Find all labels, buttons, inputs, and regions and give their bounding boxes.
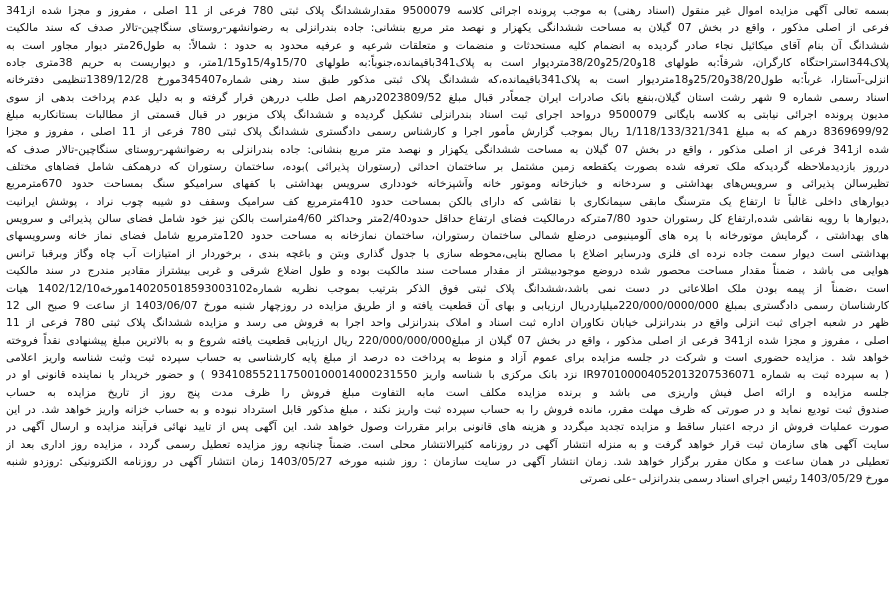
notice-line: دیوارهای داخلی غالباً تا ارتفاع یک مترسنگ مابقی سیمانکاری با نقاشی که دارای بالکن بمساحت حدود 410مترمربع کف سرامیک وسقف دو شیبه چوب نراد ، پوشش ایرانیت bbox=[6, 194, 889, 208]
notice-line: تظیرسالن پذیرائی و سرویس‌های بهداشتی و سردخانه و خبازخانه وموتور خانه وآشپزخانه خودداری سرویس بهداشتی با کفهای سرامیکو سنگ بمساحت حدود 670مترمربع bbox=[6, 177, 889, 191]
notice-line: صندوق ثبت تودیع نماید و در صورتی که ظرف مهلت مقرر، مانده فروش را به حساب سپرده ثبت واریز نکند ، مبلغ مذکور قابل استرداد نبوده و به حساب خزانه واریز خواهد شد. در این bbox=[6, 402, 889, 416]
notice-line: 8369699/92 درهم که به مبلغ 1/118/133/321/341 ریال بموجب گزارش مأمور اجرا و کارشناس رسمی دادگستری ششدانگ پلاک ثبتی 780 فرعی از 11 اصلی ، مفروز و مجزا bbox=[6, 125, 889, 139]
notice-line: هوایی می باشد ، ضمناً مقدار مساحت محصور شده دروضع موجودبیشتر از مقدار مساحت سند مالکیت بوده و طول اضلاع شرقی و غربی بیشتراز مقادیر مندرج در سند مالکیت bbox=[6, 264, 889, 278]
notice-line: درروز بازدیدملاحظه گردیدکه ملک تعرفه شده بصورت یکقطعه زمین مشتمل بر ساختمان احداثی (رستوران پذیرائی )بوده، ساختمان رستوران که درهمکف شامل فضاهای مختلف bbox=[6, 160, 889, 174]
notice-line-signature: مورخ 1403/05/29 رئیس اجرای اسناد رسمی بندرانزلی -علی نصرتی bbox=[579, 472, 889, 486]
notice-line: پلاک344استراحتگاه کارگران، شرقاً:به طولهای 18و25/20و38/20متردیوار است به پلاک341باقیمانده،جنوباً:به طولهای 15/70و15/4و1/15متر، و دیواریست به حریم 38متری جاده bbox=[6, 56, 889, 70]
notice-line: اصلی ، مفروز و مجزا شده از341 فرعی از اصلی مذکور ، واقع در بخش 07 گیلان از مبلغ220/000/000/000 ریال ارزیابی قطعیت یافته شروع و به بالاترین مبلغ پیشنهادی نقداً فروخته bbox=[6, 333, 889, 347]
notice-line: فرعی از اصلی مذکور ، واقع در بخش 07 گیلان به مساحت ششدانگی یکهزار و نهصد متر مربع بنشانی: جاده بندرانزلی به رضوانشهر-روستای سنگاچین-تالار صدف که سند مالکیت bbox=[6, 21, 889, 35]
notice-line: های بهداشتی ، گرمایش موتورخانه با پره های آلومینیومی درضلع شمالی ساختمان رستوران، ساختمان نمازخانه به مساحت حدود 120مترمربع شامل فضای نماز خانه وسرویسهای bbox=[6, 229, 889, 243]
notice-line: بهداشتی است دیوار سمت جاده نرده ای فلزی ودرسایر اضلاع با مصالح بنایی،محوطه سازی با جدول گذاری وبتن و باغچه بندی ، برخوردار از امتیازات آب چاه وگاز وبرقبا ترانس bbox=[6, 246, 889, 260]
notice-line: ظهر در شعبه اجرای ثبت انزلی واقع در بندرانزلی خیابان نکاوران اداره ثبت اسناد و املاک بندرانزلی واحد اجرا به فروش می رسد و مزایده ششدانگ پلاک ثبتی 780 فرعی از 11 bbox=[6, 316, 889, 330]
notice-line: جلسه مزایده و ارائه اصل فیش واریزی می باشد و برنده مزایده مکلف است مابه التفاوت مبلغ فروش را ظرف مدت پنج روز از تاریخ مزایده به حساب bbox=[6, 385, 889, 399]
notice-line: اسناد رسمی شماره 9 شهر رشت استان گیلان،بنفع بانک صادرات ایران جمعاًدر قبال مبلغ 2023809/52درهم اصل طلب دررهن قرار گرفته و به دلیل عدم پرداخت بدهی از سوی bbox=[6, 90, 889, 104]
notice-line: خواهد شد . مزایده حضوری است و شرکت در جلسه مزایده برای عموم آزاد و منوط به پرداخت ده درصد از مبلغ پایه کارشناسی به حساب سپرده ثبت وثبت شناسه واریز اعلامی bbox=[6, 350, 889, 364]
notice-line: ششدانگ آن بنام آقای میکائیل نجاء صادر گردیده به انضمام کلیه مستحدثات و منضمات و متعلقات شرعیه و عرفیه محدود به حدود : شمالاً: به طول26متر دیوار مجاور است به bbox=[6, 38, 889, 52]
notice-line: ( به سپرده ثبت به شماره IR970100004052013207536071 نزد بانک مرکزی با شناسه واریز 934108552117500100014000231550 ) و حضور خریدار یا نماینده قانونی او در bbox=[6, 368, 889, 382]
notice-line: تعطیلی در همان ساعت و مکان مقرر برگزار خواهد شد. زمان انتشار آگهی در سایت سازمان : روز شنبه مورخه 1403/05/27 زمان انتشار آگهی در روزنامه الکترونیکی :روزدو شنبه bbox=[6, 454, 889, 468]
notice-line: سایت آگهی های سازمان ثبت قرار خواهد گرفت و به منزله انتشار آگهی در روزنامه کثیرالانتشار محلی است. ضمناً چنانچه روز مزایده تعطیل رسمی گردد ، مزایده روز اداری بعد از bbox=[6, 437, 889, 451]
notice-line: کارشناسان رسمی دادگستری بمبلغ 220/000/0000/000میلیاردریال ارزیابی و بهای آن قطعیت یافته و از طریق مزایده در روزچهار شنبه مورخ 1403/06/07 از ساعت 9 صبح الی 12 bbox=[6, 298, 889, 312]
notice-line: است ،ضمناً از پیمه بودن ملک اطلاعاتی در دست نمی باشد،ششدانگ پلاک ثبتی فوق الذکر بترتیب بموجب نظریه شماره140205018593003102مورخه1402/12/10 هیات bbox=[6, 281, 889, 295]
notice-line: انزلی-آستارا، غرباً:به طول38/20و25/20و18متردیوار است به پلاک341باقیمانده،که ششدانگ پلاک ثبتی مذکور طبق سند رهنی شماره345407مورخ 1389/12/28تنظیمی دفترخانه bbox=[6, 73, 889, 87]
notice-line: ,دیوارها با رویه نقاشی شده,ارتفاع کل رستوران حدود 7/80مترکه درمالکیت فضای ارتفاع حداقل حدود2/40متر وحداکثر 4/60متراست بالکن نیز خود شامل فضای سالن پذیرائی و سرویس bbox=[6, 212, 889, 226]
notice-line: شده از341 فرعی از اصلی مذکور ، واقع در بخش 07 گیلان به مساحت ششدانگی یکهزار و نهصد متر مربع بنشانی: جاده بندرانزلی به رضوانشهر-روستای سنگاچین-تالار صدف که bbox=[6, 142, 889, 156]
notice-line: مدیون پرونده اجرائی نیابتی به کلاسه بایگانی 9500079 درواحد اجرای ثبت اسناد بندرانزلی تشکیل گردیده و ششدانگ پلاک مزبور در قبال قسمتی از مطالبات بستانکاربه مبلغ bbox=[6, 108, 889, 122]
notice-line: بسمه تعالی آگهی مزایده اموال غیر منقول (اسناد رهنی) به موجب پرونده اجرائی کلاسه 9500079 مقدارششدانگ پلاک ثبتی 780 فرعی از 11 اصلی ، مفروز و مجزا شده از341 bbox=[6, 4, 889, 17]
notice-line: صورت عملیات فروش از درجه اعتبار ساقط و مزایده تجدید میگردد و هزینه های قانونی برابر مقررات وصول خواهد شد. این آگهی پس از تایید نهائی فرآیند مزایده و ارسال آگهی در bbox=[6, 420, 889, 434]
